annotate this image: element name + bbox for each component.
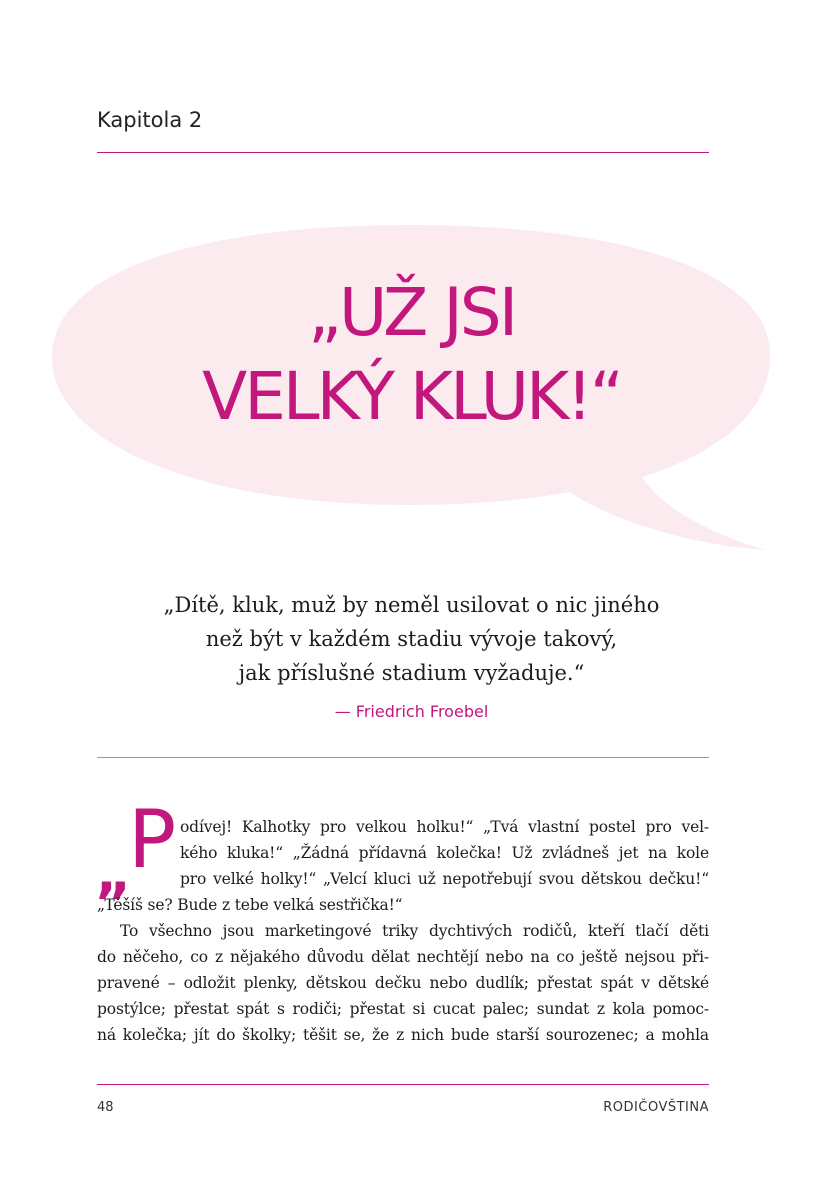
section-divider — [97, 757, 709, 758]
footer-divider — [97, 1084, 709, 1085]
body-line: kého kluka!“ „Žádná přídavná kolečka! Už zvládneš jet na kole — [180, 844, 709, 862]
header-divider — [97, 152, 709, 153]
epigraph-author: — Friedrich Froebel — [334, 702, 489, 721]
epigraph-line: jak příslušné stadium vyžaduje.“ — [238, 661, 585, 685]
body-line: pravené – odložit plenky, dětskou dečku nebo dudlík; přestat spát v dětské — [97, 974, 709, 992]
body-line: ná kolečka; jít do školky; těšit se, že z nich bude starší sourozenec; a mohla — [97, 1026, 709, 1044]
epigraph-line: než být v každém stadiu vývoje takový, — [205, 627, 618, 651]
body-line: postýlce; přestat spát s rodiči; přestat si cucat palec; sundat z kola pomoc- — [97, 1000, 709, 1018]
epigraph-line: „Dítě, kluk, muž by neměl usilovat o nic jiného — [163, 593, 660, 617]
chapter-title-line-2: VELKÝ KLUK!“ — [202, 358, 621, 435]
body-line: „Těšíš se? Bude z tebe velká sestřička!“ — [97, 896, 403, 914]
opening-quote-mark: „ — [95, 841, 132, 906]
body-line: To všechno jsou marketingové triky dychtivých rodičů, kteří tlačí děti — [120, 922, 709, 940]
running-title: RODIČOVŠTINA — [603, 1100, 709, 1115]
body-line: pro velké holky!“ „Velcí kluci už nepotřebují svou dětskou dečku!“ — [180, 870, 709, 888]
chapter-label: Kapitola 2 — [97, 108, 203, 132]
page-number: 48 — [97, 1100, 114, 1115]
drop-cap: P — [128, 793, 177, 886]
body-line: odívej! Kalhotky pro velkou holku!“ „Tvá vlastní postel pro vel- — [180, 818, 709, 836]
chapter-title-line-1: „UŽ JSI — [307, 274, 516, 351]
body-line: do něčeho, co z nějakého důvodu dělat nechtějí nebo na co ještě nejsou při- — [97, 948, 709, 966]
